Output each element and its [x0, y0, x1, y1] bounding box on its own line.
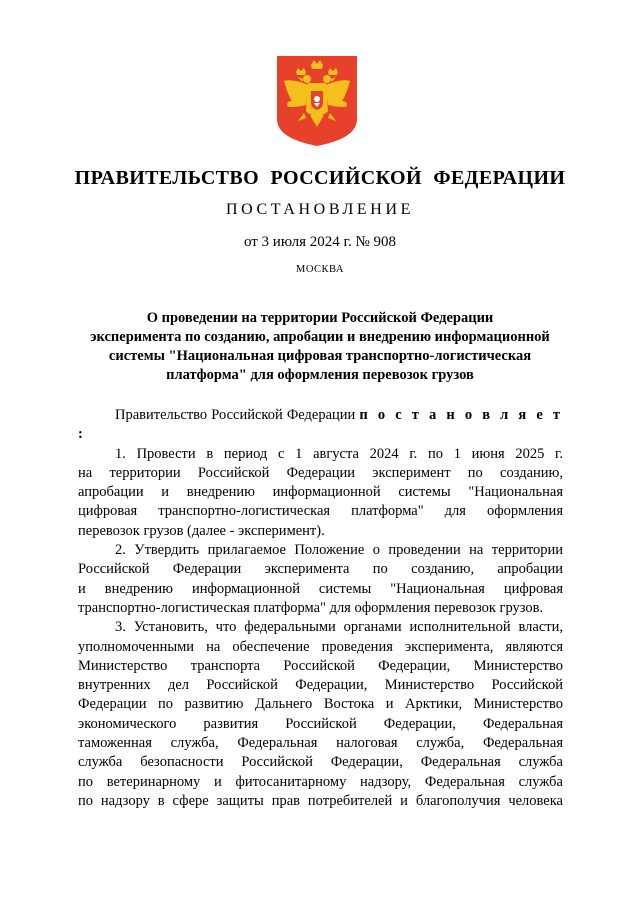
paragraph-line: 1. Провести в период с 1 августа 2024 г. по 1 июня 2025 г.: [115, 445, 563, 462]
paragraph-line: цифровая транспортно-логистическая платформа" для оформления: [78, 503, 563, 520]
heading-line: платформа" для оформления перевозок грузов: [166, 367, 474, 383]
paragraph-2: [78, 541, 563, 618]
paragraph-line: Министерство транспорта Российской Федерации, Министерство: [78, 657, 563, 674]
paragraph-line: Российской Федерации эксперимента по созданию, апробации: [78, 561, 563, 578]
document-date-number: от 3 июля 2024 г. № 908: [243, 234, 397, 250]
paragraph-line: внутренних дел Российской Федерации, Министерство Российской: [78, 677, 563, 694]
heading-line: эксперимента по созданию, апробации и внедрению информационной: [90, 329, 550, 345]
paragraph-3: [78, 618, 563, 811]
paragraph-line: на территории Российской Федерации эксперимент по созданию,: [78, 464, 563, 481]
russian-coat-of-arms-icon: [276, 55, 358, 147]
paragraph-line: транспортно-логистическая платформа" для оформления перевозок грузов.: [78, 599, 544, 616]
preamble: [78, 406, 563, 445]
paragraph-line: и внедрению информационной системы "Национальная цифровая: [78, 580, 563, 597]
paragraph-line: по ветеринарному и фитосанитарному надзору, Федеральная служба: [78, 773, 563, 790]
paragraph-1: [78, 445, 563, 541]
preamble-emphasis: п о с т а н о в л я е т :: [78, 407, 563, 443]
paragraph-line: по надзору в сфере защиты прав потребителей и благополучия человека: [78, 792, 563, 809]
paragraph-line: 2. Утвердить прилагаемое Положение о проведении на территории: [115, 542, 563, 559]
paragraph-line: 3. Установить, что федеральными органами исполнительной власти,: [115, 619, 563, 636]
heading-line: О проведении на территории Российской Федерации: [146, 310, 494, 326]
preamble-text: Правительство Российской Федерации: [115, 407, 360, 423]
paragraph-line: Федерации по развитию Дальнего Востока и Арктики, Министерство: [78, 696, 563, 713]
document-type: ПОСТАНОВЛЕНИЕ: [226, 201, 414, 218]
paragraph-line: уполномоченными на обеспечение проведения эксперимента, являются: [78, 638, 563, 655]
document-heading: [60, 309, 580, 385]
paragraph-line: апробации и внедрению информационной системы "Национальная: [78, 484, 563, 501]
paragraph-line: служба безопасности Российской Федерации, Федеральная служба: [78, 754, 563, 771]
organization-title: ПРАВИТЕЛЬСТВО РОССИЙСКОЙ ФЕДЕРАЦИИ: [74, 167, 566, 189]
paragraph-line: таможенная служба, Федеральная налоговая служба, Федеральная: [78, 735, 563, 752]
document-body: [78, 406, 563, 811]
paragraph-line: перевозок грузов (далее - эксперимент).: [78, 522, 325, 539]
document-city: МОСКВА: [296, 264, 344, 275]
heading-line: системы "Национальная цифровая транспортно-логистическая: [108, 348, 532, 364]
paragraph-line: экономического развития Российской Федерации, Федеральная: [78, 715, 563, 732]
